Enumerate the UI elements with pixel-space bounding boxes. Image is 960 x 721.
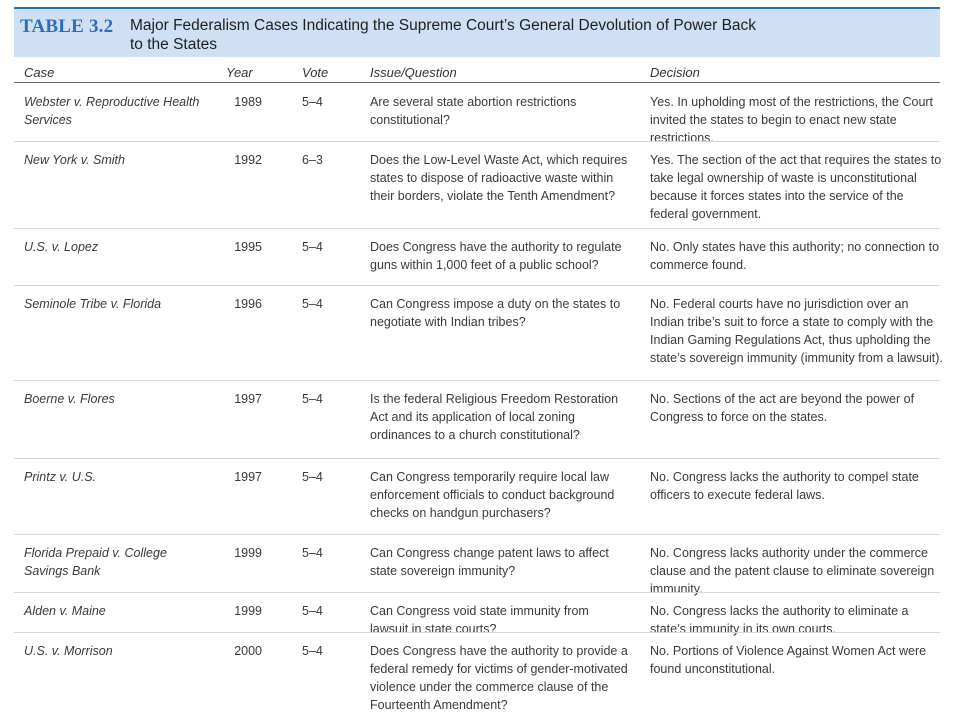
case-decision: No. Portions of Violence Against Women Act were found unconstitutional. [650,644,927,676]
case-issue: Does Congress have the authority to provide a federal remedy for victims of gender-motivated violence under the commerce clause of the Fourteenth Amendment? [370,644,628,712]
case-decision: Yes. In upholding most of the restrictions, the Court invited the states to begin to enact new state restrictions. [650,95,934,145]
case-vote: 5–4 [302,95,323,109]
case-year: 1995 [234,240,262,254]
case-name: Printz v. U.S. [24,470,97,484]
case-vote: 6–3 [302,153,323,167]
case-year: 1992 [234,153,262,167]
table-row [14,534,940,596]
table-row [14,632,940,721]
table-row [14,592,940,636]
table-row [14,458,940,535]
column-header-row [14,59,940,83]
table-row [14,228,940,286]
table-row [14,380,940,459]
case-year: 2000 [234,644,262,658]
case-decision: No. Congress lacks the authority to compel state officers to execute federal laws. [650,470,919,502]
case-vote: 5–4 [302,470,323,484]
case-name: Florida Prepaid v. College Savings Bank [24,546,167,578]
case-name: New York v. Smith [24,153,125,167]
case-issue: Can Congress impose a duty on the states to negotiate with Indian tribes? [370,297,621,329]
column-header-decision: Decision [650,65,700,80]
case-vote: 5–4 [302,604,323,618]
case-vote: 5–4 [302,644,323,658]
case-name: U.S. v. Morrison [24,644,113,658]
column-header-case: Case [24,65,55,80]
case-vote: 5–4 [302,546,323,560]
case-decision: Yes. The section of the act that requires the states to take legal ownership of waste is unconstitutional because it forces states into the service of the federal government. [650,153,942,221]
case-issue: Can Congress temporarily require local law enforcement officials to conduct background checks on handgun purchasers? [370,470,615,520]
case-decision: No. Federal courts have no jurisdiction over an Indian tribe’s suit to force a state to comply with the Indian Gaming Regulations Act, thus upholding the state’s sovereign immunity (immunity from a lawsuit). [650,297,943,365]
case-year: 1989 [234,95,262,109]
table-row [14,285,943,381]
case-name: Alden v. Maine [24,604,106,618]
case-vote: 5–4 [302,392,323,406]
case-year: 1999 [234,604,262,618]
case-issue: Can Congress void state immunity from lawsuit in state courts? [370,604,589,636]
case-issue: Does Congress have the authority to regulate guns within 1,000 feet of a public school? [370,240,622,272]
case-decision: No. Sections of the act are beyond the power of Congress to force on the states. [650,392,915,424]
case-vote: 5–4 [302,297,323,311]
case-issue: Are several state abortion restrictions constitutional? [370,95,577,127]
table-row [14,84,940,145]
case-decision: No. Congress lacks authority under the commerce clause and the patent clause to eliminate sovereign immunity. [650,546,935,596]
case-year: 1997 [234,392,262,406]
case-year: 1997 [234,470,262,484]
column-header-issue: Issue/Question [370,65,457,80]
table-header [14,7,940,57]
case-name: Webster v. Reproductive Health Services [24,95,200,127]
case-year: 1996 [234,297,262,311]
table-title: Major Federalism Cases Indicating the Supreme Court’s General Devolution of Power Back to the States [130,17,757,53]
case-issue: Is the federal Religious Freedom Restoration Act and its application of local zoning ordinances to a church constitutional? [370,392,619,442]
case-name: Seminole Tribe v. Florida [24,297,162,311]
case-decision: No. Congress lacks the authority to eliminate a state’s immunity in its own courts. [650,604,909,636]
case-issue: Can Congress change patent laws to affect state sovereign immunity? [370,546,609,578]
table-label: TABLE 3.2 [20,16,114,37]
case-issue: Does the Low-Level Waste Act, which requires states to dispose of radioactive waste within their borders, violate the Tenth Amendment? [370,153,628,203]
table-row [14,141,940,229]
case-name: Boerne v. Flores [24,392,115,406]
case-name: U.S. v. Lopez [24,240,99,254]
case-decision: No. Only states have this authority; no connection to commerce found. [650,240,940,272]
case-vote: 5–4 [302,240,323,254]
column-header-vote: Vote [302,65,329,80]
case-year: 1999 [234,546,262,560]
column-header-year: Year [226,65,253,80]
